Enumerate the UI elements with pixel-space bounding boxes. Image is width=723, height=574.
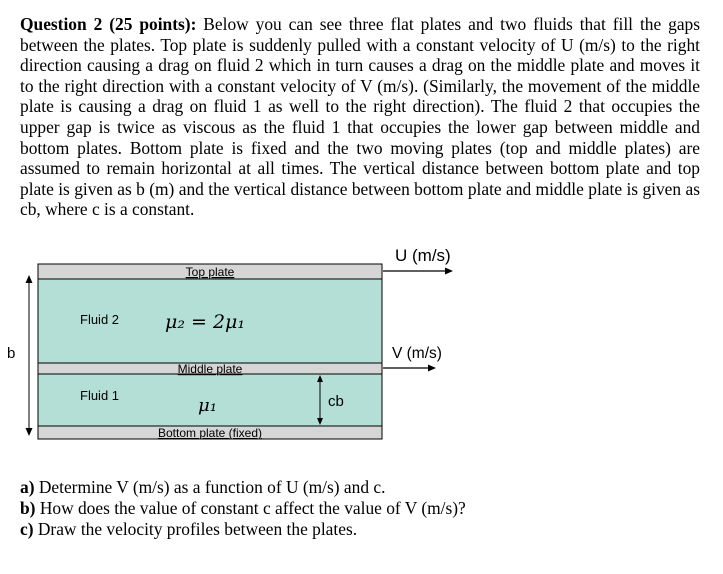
- part-c: [20, 519, 700, 540]
- fluid2-viscosity: μ₂ = 2μ₁: [165, 311, 246, 333]
- top-velocity-label: U (m/s): [395, 246, 451, 265]
- total-gap-arrow-top-head: [26, 275, 33, 283]
- sub-questions: [20, 477, 700, 540]
- part-b: [20, 498, 700, 519]
- part-a-marker: a): [20, 477, 35, 497]
- part-b-marker: b): [20, 498, 36, 518]
- part-a-text: Determine V (m/s) as a function of U (m/s) and c.: [34, 477, 386, 497]
- middle-plate-label: Middle plate: [177, 362, 243, 376]
- question-heading: Question 2 (25 points):: [20, 14, 197, 34]
- part-c-marker: c): [20, 519, 34, 539]
- middle-velocity-arrow-head: [428, 365, 436, 372]
- part-a: [20, 477, 700, 498]
- lower-gap-label: cb: [328, 393, 344, 410]
- fluid1-label: Fluid 1: [80, 388, 120, 403]
- question-body: Below you can see three flat plates and two fluids that fill the gaps between the plates. Top plate is suddenly pulled with a constant velocity of U (m/s) to the right direction causing a drag on fluid 2 which in turn causes a drag on the middle plate and moves it to the right direction with a constant velocity of V (m/s). (Similarly, the movement of the middle plate is causing a drag on fluid 1 as well to the right direction). The fluid 2 that occupies the upper gap is twice as viscous as the fluid 1 that occupies the lower gap between middle and bottom plates. Bottom plate is fixed and the two moving plates (top and middle plates) are assumed to remain horizontal at all times. The vertical distance between bottom plate and top plate is given as b (m) and the vertical distance between bottom plate and middle plate is given as cb, where c is a constant.: [20, 14, 701, 220]
- total-gap-label: b: [7, 345, 16, 362]
- bottom-plate-label: Bottom plate (fixed): [157, 426, 263, 440]
- total-gap-arrow-bottom-head: [26, 428, 33, 436]
- middle-velocity-label: V (m/s): [392, 345, 442, 362]
- top-velocity-arrow-head: [445, 268, 453, 275]
- top-plate-label: Top plate: [185, 265, 235, 279]
- part-c-text: Draw the velocity profiles between the plates.: [33, 519, 358, 539]
- fluid2-label: Fluid 2: [80, 312, 120, 327]
- part-b-text: How does the value of constant c affect the value of V (m/s)?: [35, 498, 466, 518]
- fluid1-viscosity: μ₁: [198, 395, 217, 416]
